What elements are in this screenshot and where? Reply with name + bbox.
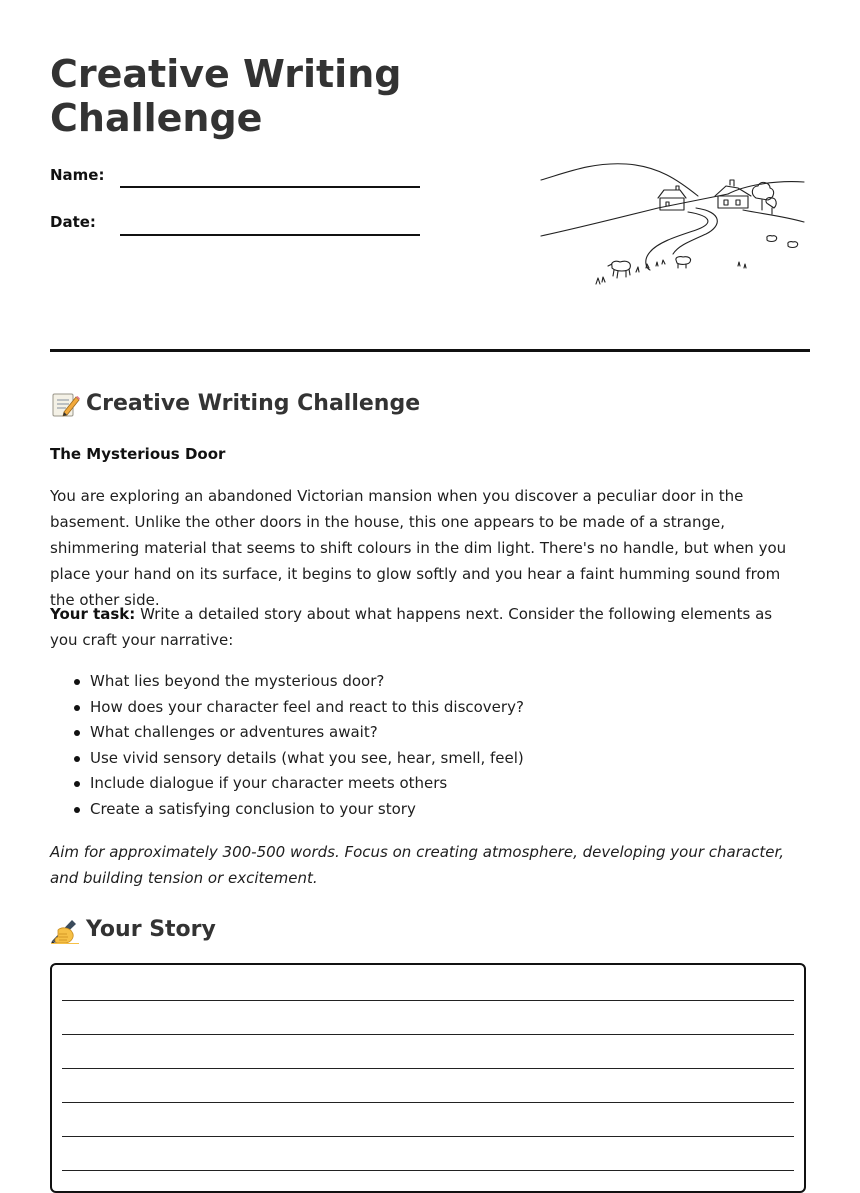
page-title [50, 52, 450, 140]
writing-line [62, 1136, 794, 1137]
task-element-list [50, 669, 790, 823]
list-item: What challenges or adventures await? [90, 720, 790, 746]
task-paragraph [50, 601, 795, 653]
section-heading-text: Creative Writing Challenge [86, 391, 421, 416]
writing-line [62, 1034, 794, 1035]
task-text: Write a detailed story about what happens next. Consider the following elements as you craft your narrative: [50, 605, 773, 649]
writing-line [62, 1170, 794, 1171]
name-label: Name: [50, 166, 105, 184]
name-field [50, 166, 420, 196]
task-label: Your task: [50, 605, 136, 623]
writing-line [62, 1068, 794, 1069]
name-input-line[interactable] [120, 186, 420, 188]
section-heading-challenge [50, 390, 420, 418]
prompt-subtitle: The Mysterious Door [50, 445, 226, 463]
date-field [50, 213, 420, 243]
story-writing-area[interactable] [50, 963, 806, 1193]
section-heading-your-story [50, 916, 216, 944]
prompt-intro: You are exploring an abandoned Victorian mansion when you discover a peculiar door in the basement. Unlike the other doors in the house, this one appears to be made of a strange, shimmering material that seems to shift colours in the dim light. There's no handle, but when you place your hand on its surface, it begins to glow softly and you hear a faint humming sound from the other side. [50, 487, 787, 609]
list-item: Use vivid sensory details (what you see, hear, smell, feel) [90, 746, 790, 772]
date-label: Date: [50, 213, 96, 231]
memo-pencil-icon [50, 390, 80, 418]
date-input-line[interactable] [120, 234, 420, 236]
list-item: How does your character feel and react to this discovery? [90, 695, 790, 721]
title-line-2: Challenge [50, 96, 263, 140]
writing-line [62, 1000, 794, 1001]
countryside-landscape-sketch-icon [538, 158, 808, 293]
worksheet-page [50, 0, 810, 1161]
word-count-note: Aim for approximately 300-500 words. Focus on creating atmosphere, developing your character, and building tension or excitement. [50, 843, 785, 887]
header-divider [50, 349, 810, 352]
list-item: Create a satisfying conclusion to your story [90, 797, 790, 823]
your-story-heading-text: Your Story [86, 917, 216, 942]
list-item: Include dialogue if your character meets others [90, 771, 790, 797]
title-line-1: Creative Writing [50, 52, 402, 96]
list-item: What lies beyond the mysterious door? [90, 669, 790, 695]
writing-hand-icon [50, 916, 80, 944]
writing-line [62, 1102, 794, 1103]
